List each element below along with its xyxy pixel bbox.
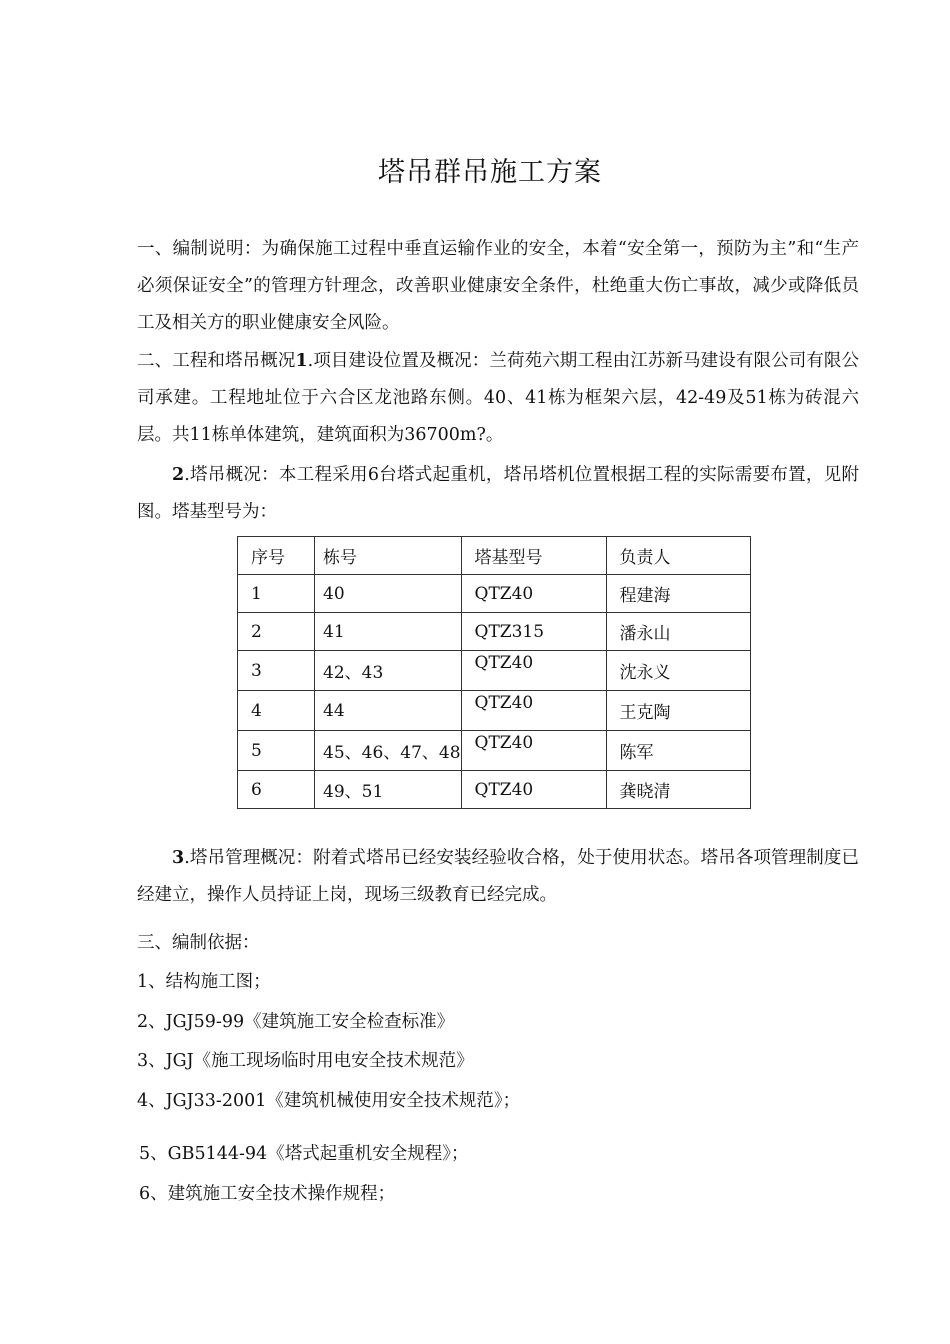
cell-model: QTZ40 bbox=[461, 575, 606, 613]
basis-item-3: 3、JGJ《施工现场临时用电安全技术规范》 bbox=[137, 1051, 474, 1071]
section-2-paragraph bbox=[137, 343, 859, 454]
table-row bbox=[238, 575, 751, 613]
basis-item-5: 5、GB5144-94《塔式起重机安全规程》； bbox=[139, 1144, 469, 1164]
cell-manager: 沈永义 bbox=[606, 651, 750, 691]
item-1-text: .项目建设位置及概况：兰荷苑六期工程由江苏新马建设有限公司有限公司承建。工程地址位于六合区龙池路东侧。40、41栋为框架六层，42-49及51栋为砖混六层。共11栋单体建筑，建筑面积为36700m?。 bbox=[137, 351, 860, 445]
cell-index: 1 bbox=[238, 575, 315, 613]
cell-building: 44 bbox=[315, 691, 462, 731]
cell-building: 40 bbox=[315, 575, 462, 613]
cell-manager: 龚晓清 bbox=[606, 771, 750, 809]
basis-item-4: 4、JGJ33-2001《建筑机械使用安全技术规范》； bbox=[137, 1091, 521, 1111]
basis-item-2: 2、JGJ59-99《建筑施工安全检查标准》 bbox=[137, 1012, 455, 1032]
header-manager: 负责人 bbox=[606, 537, 750, 575]
document-title: 塔吊群吊施工方案 bbox=[378, 157, 602, 188]
cell-manager: 程建海 bbox=[606, 575, 750, 613]
cell-index: 4 bbox=[238, 691, 315, 731]
item-2-number: 2 bbox=[172, 465, 185, 485]
section-2-heading: 二、工程和塔吊概况 bbox=[137, 351, 296, 371]
cell-index: 2 bbox=[238, 613, 315, 651]
table-row bbox=[238, 691, 751, 731]
cell-building: 45、46、47、48 bbox=[315, 731, 462, 771]
cell-manager: 王克陶 bbox=[606, 691, 750, 731]
cell-model: QTZ40 bbox=[461, 691, 606, 731]
header-model: 塔基型号 bbox=[461, 537, 606, 575]
table-header-row bbox=[238, 537, 751, 575]
basis-item-1: 1、结构施工图； bbox=[137, 972, 271, 992]
basis-item-6: 6、建筑施工安全技术操作规程； bbox=[139, 1184, 396, 1204]
cell-index: 6 bbox=[238, 771, 315, 809]
header-index: 序号 bbox=[238, 537, 315, 575]
tower-crane-table bbox=[237, 536, 751, 809]
section-2-item-3-paragraph bbox=[137, 840, 859, 914]
cell-manager: 陈军 bbox=[606, 731, 750, 771]
cell-model: QTZ40 bbox=[461, 731, 606, 771]
cell-building: 41 bbox=[315, 613, 462, 651]
table-row bbox=[238, 771, 751, 809]
section-1-paragraph: 一、编制说明：为确保施工过程中垂直运输作业的安全，本着“安全第一，预防为主”和“生产必须保证安全”的管理方针理念，改善职业健康安全条件，杜绝重大伤亡事故，减少或降低员工及相关方的职业健康安全风险。 bbox=[137, 239, 859, 333]
cell-manager: 潘永山 bbox=[606, 613, 750, 651]
cell-index: 5 bbox=[238, 731, 315, 771]
cell-building: 42、43 bbox=[315, 651, 462, 691]
cell-model: QTZ40 bbox=[461, 651, 606, 691]
section-3-heading: 三、编制依据： bbox=[137, 933, 260, 953]
item-1-number: 1 bbox=[295, 351, 308, 371]
cell-building: 49、51 bbox=[315, 771, 462, 809]
item-3-text: .塔吊管理概况：附着式塔吊已经安装经验收合格，处于使用状态。塔吊各项管理制度已经建立，操作人员持证上岗，现场三级教育已经完成。 bbox=[137, 848, 859, 905]
item-2-text: .塔吊概况：本工程采用6台塔式起重机，塔吊塔机位置根据工程的实际需要布置，见附图。塔基型号为： bbox=[137, 465, 859, 522]
item-3-number: 3 bbox=[172, 848, 185, 868]
table-row bbox=[238, 731, 751, 771]
section-2-item-2-paragraph bbox=[137, 457, 859, 531]
cell-index: 3 bbox=[238, 651, 315, 691]
table-row bbox=[238, 613, 751, 651]
header-building: 栋号 bbox=[315, 537, 462, 575]
cell-model: QTZ315 bbox=[461, 613, 606, 651]
table-row bbox=[238, 651, 751, 691]
cell-model: QTZ40 bbox=[461, 771, 606, 809]
